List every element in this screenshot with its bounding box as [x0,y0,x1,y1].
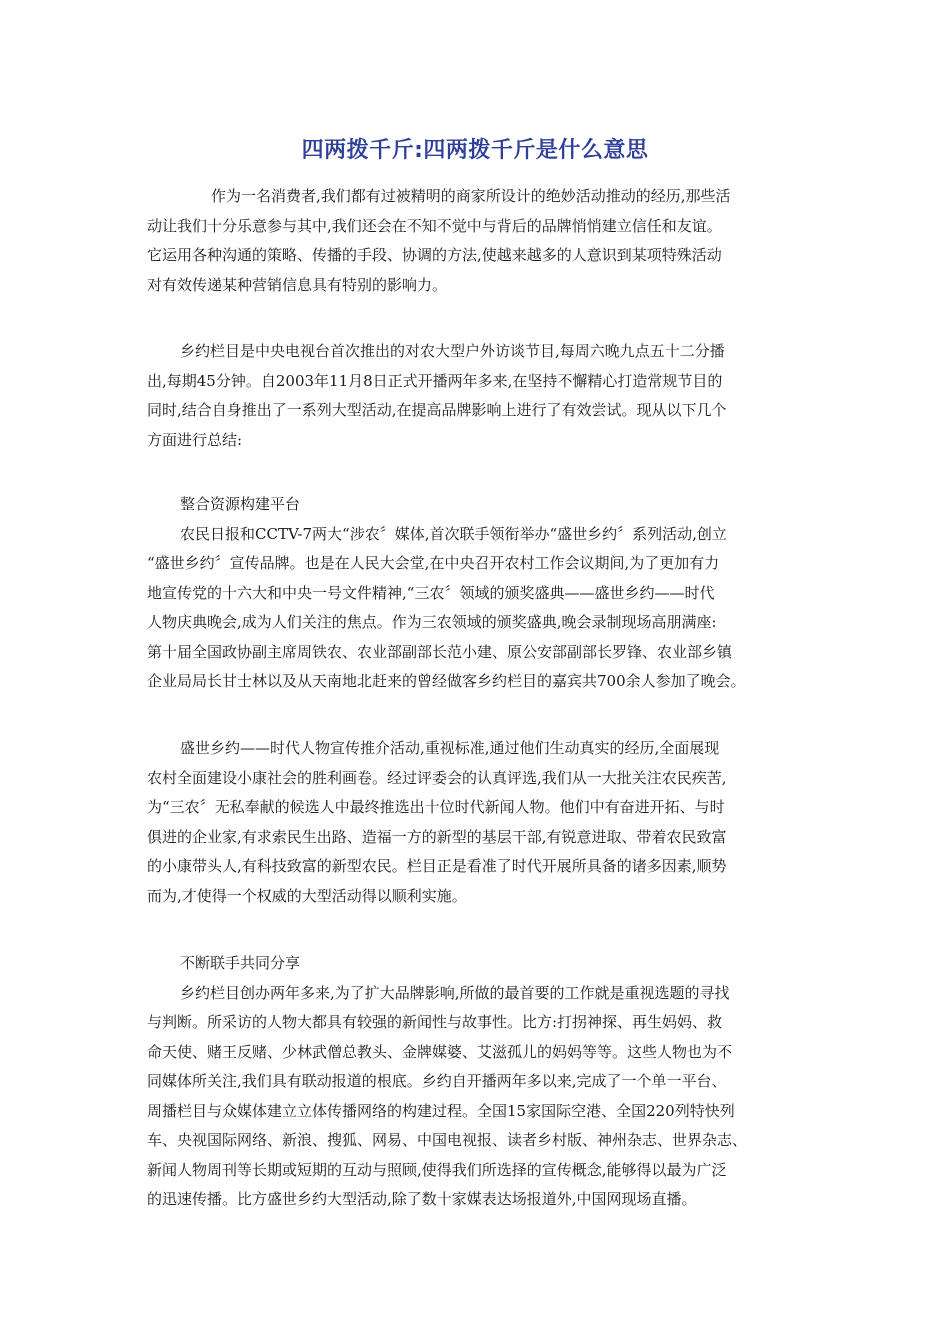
text-line: 车、央视国际网络、新浪、搜狐、网易、中国电视报、读者乡村版、神州杂志、世界杂志、 [147,1131,748,1149]
page-title: 四两拨千斤:四两拨千斤是什么意思 [301,138,649,163]
text-line: 乡约栏目创办两年多来,为了扩大品牌影响,所做的最首要的工作就是重视选题的寻找 [180,983,730,1002]
text-line: 而为,才使得一个权威的大型活动得以顺利实施。 [147,886,467,905]
section-integrate [147,490,817,697]
text-line: 同时,结合自身推出了一系列大型活动,在提高品牌影响上进行了有效尝试。现从以下几个 [147,401,727,419]
text-line: 农民日报和CCTV-7两大“涉农〞媒体,首次联手领衔举办“盛世乡约〞系列活动,创立 [180,524,727,543]
text-line: 为“三农〞无私奉献的候选人中最终推选出十位时代新闻人物。他们中有奋进开拓、与时 [147,798,725,816]
text-line: 盛世乡约——时代人物宣传推介活动,重视标准,通过他们生动真实的经历,全面展现 [180,739,720,757]
paragraph-intro [147,182,817,300]
text-line: 对有效传递某种营销信息具有特别的影响力。 [147,275,448,294]
text-line: “盛世乡约〞宣传品牌。也是在人民大会堂,在中央召开农村工作会议期间,为了更加有力 [147,554,720,572]
text-line: 地宣传党的十六大和中央一号文件精神,“三农〞领域的颁奖盛典——盛世乡约——时代 [147,583,715,602]
text-line: 出,每期45分钟。自2003年11月8日正式开播两年多来,在坚持不懈精心打造常规节目的 [147,371,723,390]
text-line: 与判断。所采访的人物大都具有较强的新闻性与故事性。比方:打拐神探、再生妈妈、救 [147,1013,723,1031]
text-line: 的小康带头人,有科技致富的新型农民。栏目正是看准了时代开展所具备的诸多因素,顺势 [147,857,727,875]
text-line: 方面进行总结: [147,430,243,449]
text-line: 命天使、赌王反赌、少林武僧总教头、金牌媒婆、艾滋孤儿的妈妈等等。这些人物也为不 [147,1042,733,1061]
section-heading: 不断联手共同分享 [180,954,301,972]
text-line: 的迅速传播。比方盛世乡约大型活动,除了数十家媒表达场报道外,中国网现场直播。 [147,1190,697,1208]
paragraph-awards [147,734,817,911]
section-share [147,949,817,1215]
text-line: 人物庆典晚会,成为人们关注的焦点。作为三农领域的颁奖盛典,晚会录制现场高朋满座: [147,613,717,631]
text-line: 农村全面建设小康社会的胜利画卷。经过评委会的认真评选,我们从一大批关注农民疾苦, [147,768,727,787]
text-line: 作为一名消费者,我们都有过被精明的商家所设计的绝妙活动推动的经历,那些活 [211,187,731,205]
section-heading: 整合资源构建平台 [180,495,301,513]
text-line: 企业局局长甘士林以及从天南地北赶来的曾经做客乡约栏目的嘉宾共700余人参加了晚会。 [147,672,746,690]
text-line: 周播栏目与众媒体建立立体传播网络的构建过程。全国15家国际空港、全国220列特快列 [147,1101,735,1120]
text-line: 同媒体所关注,我们具有联动报道的根底。乡约自开播两年多以来,完成了一个单一平台、 [147,1072,727,1090]
text-line: 新闻人物周刊等长期或短期的互动与照顾,使得我们所选择的宣传概念,能够得以最为广泛 [147,1160,727,1179]
text-line: 乡约栏目是中央电视台首次推出的对农大型户外访谈节目,每周六晚九点五十二分播 [180,342,725,360]
paragraph-program [147,337,817,455]
text-line: 俱进的企业家,有求索民生出路、造福一方的新型的基层干部,有锐意进取、带着农民致富 [147,827,727,846]
text-line: 动让我们十分乐意参与其中,我们还会在不知不觉中与背后的品牌悄悄建立信任和友谊。 [147,216,722,235]
text-line: 它运用各种沟通的策略、传播的手段、协调的方法,使越来越多的人意识到某项特殊活动 [147,246,722,264]
text-line: 第十届全国政协副主席周铁农、农业部副部长范小建、原公安部副部长罗锋、农业部乡镇 [147,642,733,661]
